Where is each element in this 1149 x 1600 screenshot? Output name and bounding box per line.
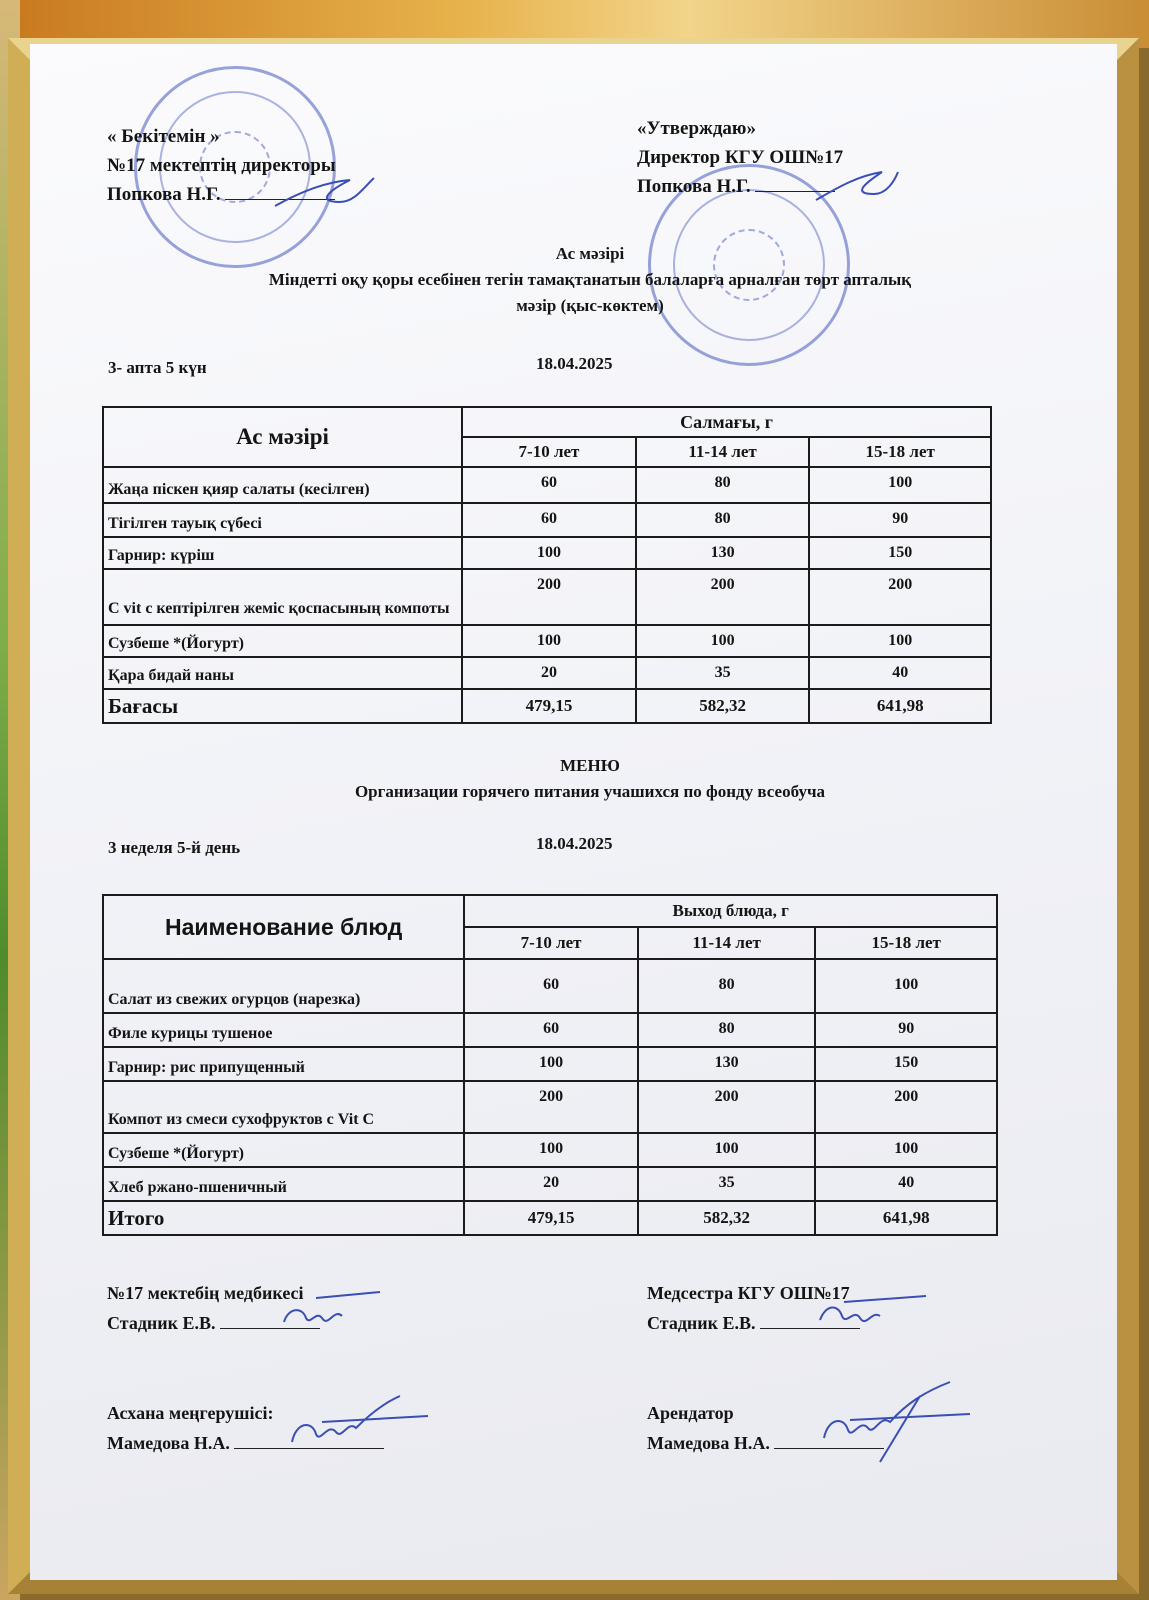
canteen-signature-right: [810, 1378, 980, 1464]
kz-age-11-14: 11-14 лет: [636, 437, 810, 467]
cell-value: 60: [464, 959, 638, 1013]
dish-name: C vit с кептірілген жеміс қоспасының компоты: [103, 569, 462, 625]
cell-value: 130: [638, 1047, 816, 1081]
dish-name: Гарнир: рис припущенный: [103, 1047, 464, 1081]
kz-col-dish: Ас мәзірі: [103, 407, 462, 467]
cell-value: 90: [809, 503, 991, 537]
approval-kz-position: №17 мектептің директоры: [107, 155, 336, 176]
cell-value: 130: [636, 537, 810, 569]
total-value: 582,32: [636, 689, 810, 723]
table-row: [103, 959, 997, 1013]
kz-menu-subtitle: Міндетті оқу қоры есебінен тегін тамақтанатын балаларға арналған төрт апталық: [268, 270, 912, 289]
dish-name: Хлеб ржано-пшеничный: [103, 1167, 464, 1201]
dish-name: Компот из смеси сухофруктов с Vit C: [103, 1081, 464, 1133]
kz-menu-subtitle2: мәзір (қыс-көктем): [516, 296, 664, 315]
kz-col-weight: Салмағы, г: [462, 407, 991, 437]
dish-name: Тігілген тауық сүбесі: [103, 503, 462, 537]
kz-age-15-18: 15-18 лет: [809, 437, 991, 467]
cell-value: 80: [638, 959, 816, 1013]
table-row: [103, 625, 991, 657]
cell-value: 40: [809, 657, 991, 689]
dish-name: Филе курицы тушеное: [103, 1013, 464, 1047]
dish-name: Гарнир: күріш: [103, 537, 462, 569]
cell-value: 200: [809, 569, 991, 625]
cell-value: 100: [815, 959, 997, 1013]
cell-value: 100: [809, 625, 991, 657]
ru-menu-subtitle: Организации горячего питания учашихся по фонду всеобуча: [354, 782, 826, 801]
canteen-ru-title: Арендатор: [647, 1403, 734, 1423]
menu-sheet: [30, 44, 1117, 1580]
cell-value: 150: [815, 1047, 997, 1081]
canteen-kz-title: Асхана меңгерушісі:: [107, 1403, 274, 1423]
ru-age-7-10: 7-10 лет: [464, 927, 638, 959]
total-value: 641,98: [815, 1201, 997, 1235]
cell-value: 40: [815, 1167, 997, 1201]
cell-value: 100: [809, 467, 991, 503]
dish-name: Салат из свежих огурцов (нарезка): [103, 959, 464, 1013]
cell-value: 100: [462, 625, 636, 657]
canteen-signature-left: [282, 1392, 432, 1452]
kz-age-7-10: 7-10 лет: [462, 437, 636, 467]
cell-value: 100: [636, 625, 810, 657]
nurse-kz-name: Стадник Е.В.: [107, 1313, 216, 1333]
total-value: 479,15: [462, 689, 636, 723]
ru-age-11-14: 11-14 лет: [638, 927, 816, 959]
ru-age-15-18: 15-18 лет: [815, 927, 997, 959]
cell-value: 60: [462, 503, 636, 537]
kz-week-day: 3- апта 5 күн: [108, 358, 207, 377]
nurse-kz-title: №17 мектебің медбикесі: [107, 1283, 304, 1303]
nurse-ru-title: Медсестра КГУ ОШ№17: [647, 1283, 850, 1303]
cell-value: 100: [464, 1047, 638, 1081]
dish-name: Қара бидай наны: [103, 657, 462, 689]
director-signature-right: [812, 164, 902, 208]
dish-name: Жаңа піскен қияр салаты (кесілген): [103, 467, 462, 503]
table-row: [103, 1081, 997, 1133]
director-signature-left: [270, 172, 380, 216]
cell-value: 80: [638, 1013, 816, 1047]
total-value: 582,32: [638, 1201, 816, 1235]
ru-menu-table: [102, 894, 998, 1236]
ru-menu-title: МЕНЮ: [560, 756, 620, 775]
table-row: [103, 537, 991, 569]
kz-menu-title: Ас мәзірі: [555, 244, 625, 263]
ru-week-day: 3 неделя 5-й день: [108, 838, 241, 857]
total-row: [103, 689, 991, 723]
ru-total-label: Итого: [103, 1201, 464, 1235]
table-row: [103, 467, 991, 503]
cell-value: 100: [464, 1133, 638, 1167]
cell-value: 200: [638, 1081, 816, 1133]
approval-kz-title: « Бекітемін »: [107, 126, 220, 147]
cell-value: 60: [462, 467, 636, 503]
total-value: 641,98: [809, 689, 991, 723]
cell-value: 20: [462, 657, 636, 689]
table-row: [103, 1167, 997, 1201]
cell-value: 200: [636, 569, 810, 625]
canteen-kz-name: Мамедова Н.А.: [107, 1433, 230, 1453]
dish-name: Сузбеше *(Йогурт): [103, 1133, 464, 1167]
cell-value: 200: [462, 569, 636, 625]
nurse-signature-right: [814, 1290, 934, 1332]
cell-value: 20: [464, 1167, 638, 1201]
cell-value: 35: [638, 1167, 816, 1201]
kz-total-label: Бағасы: [103, 689, 462, 723]
cell-value: 35: [636, 657, 810, 689]
kz-menu-table: [102, 406, 992, 724]
table-row: [103, 657, 991, 689]
cell-value: 80: [636, 467, 810, 503]
canteen-ru-name: Мамедова Н.А.: [647, 1433, 770, 1453]
total-value: 479,15: [464, 1201, 638, 1235]
cell-value: 200: [464, 1081, 638, 1133]
dish-name: Сузбеше *(Йогурт): [103, 625, 462, 657]
nurse-ru-name: Стадник Е.В.: [647, 1313, 756, 1333]
cell-value: 90: [815, 1013, 997, 1047]
ru-col-dish: Наименование блюд: [103, 895, 464, 959]
cell-value: 100: [815, 1133, 997, 1167]
nurse-signature-left: [276, 1288, 386, 1334]
cell-value: 80: [636, 503, 810, 537]
table-row: [103, 569, 991, 625]
total-row: [103, 1201, 997, 1235]
kz-date: 18.04.2025: [536, 354, 613, 373]
approval-ru-name: Попкова Н.Г.: [637, 176, 751, 197]
cell-value: 100: [638, 1133, 816, 1167]
cell-value: 60: [464, 1013, 638, 1047]
cell-value: 150: [809, 537, 991, 569]
approval-ru-position: Директор КГУ ОШ№17: [637, 147, 844, 168]
cell-value: 100: [462, 537, 636, 569]
approval-kz-name: Попкова Н.Г.: [107, 184, 221, 205]
ru-date: 18.04.2025: [536, 834, 613, 853]
cell-value: 200: [815, 1081, 997, 1133]
ru-col-yield: Выход блюда, г: [464, 895, 997, 927]
table-row: [103, 1133, 997, 1167]
table-row: [103, 1047, 997, 1081]
approval-ru-title: «Утверждаю»: [637, 118, 756, 139]
table-row: [103, 1013, 997, 1047]
table-row: [103, 503, 991, 537]
